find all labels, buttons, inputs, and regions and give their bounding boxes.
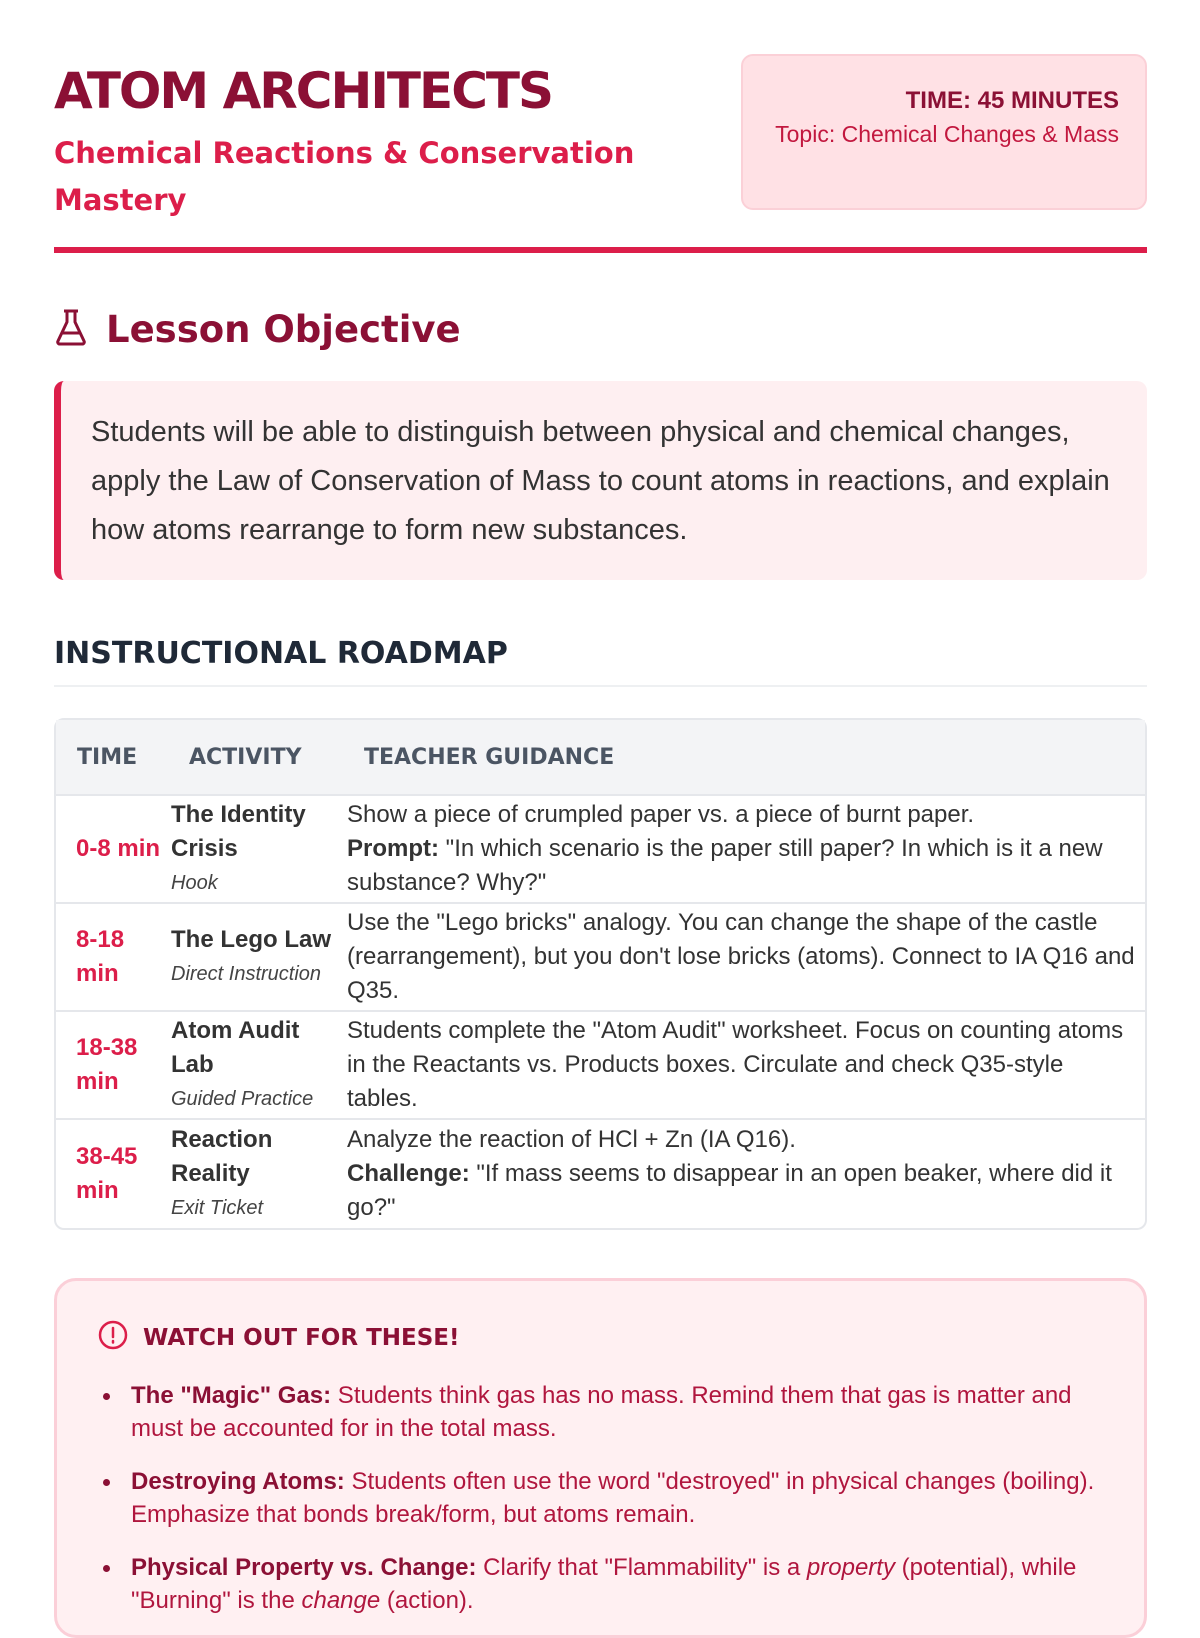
alert-circle-icon: [97, 1319, 129, 1357]
objective-text: Students will be able to distinguish between physical and chemical changes, apply the Law of Conservation of Mass to count atoms in reactions, and explain how atoms rearrange to form new substances.: [54, 381, 1147, 580]
activity-type: Guided Practice: [171, 1088, 314, 1110]
misconceptions-box: [54, 1278, 1147, 1638]
list-item: [97, 1465, 1104, 1531]
row-time: 8-18 min: [76, 926, 125, 987]
flask-icon: [54, 308, 88, 351]
list-item: [97, 1551, 1104, 1617]
guidance-label: Prompt:: [347, 835, 439, 862]
table-row: [56, 904, 1145, 1012]
item-emphasis: change: [301, 1587, 381, 1614]
item-text: (action).: [380, 1587, 474, 1614]
item-label: Destroying Atoms:: [131, 1468, 345, 1495]
item-text: Students think gas has no mass. Remind them that gas is matter and must be accounted for in the total mass.: [131, 1382, 1072, 1442]
table-row: [56, 1120, 1145, 1228]
item-text: Students often use the word "destroyed" in physical changes (boiling). Emphasize that bonds break/form, but atoms remain.: [131, 1468, 1095, 1528]
guidance-text: Show a piece of crumpled paper vs. a piece of burnt paper.: [347, 801, 975, 828]
item-emphasis: property: [806, 1554, 895, 1581]
guidance-label: Challenge:: [347, 1160, 470, 1187]
roadmap-heading: INSTRUCTIONAL ROADMAP: [54, 636, 1147, 687]
row-guidance: Use the "Lego bricks" analogy. You can change the shape of the castle (rearrangement), but you don't lose bricks (atoms). Connect to IA Q16 and Q35.: [347, 909, 1135, 1004]
table-row: [56, 796, 1145, 904]
activity-type: Hook: [171, 872, 218, 894]
guidance-text: Analyze the reaction of HCl + Zn (IA Q16).: [347, 1126, 796, 1153]
column-header-activity: ACTIVITY: [189, 744, 302, 770]
item-label: The "Magic" Gas:: [131, 1382, 332, 1409]
guidance-challenge: "If mass seems to disappear in an open beaker, where did it go?": [347, 1160, 1112, 1221]
activity-type: Direct Instruction: [171, 963, 322, 985]
activity-type: Exit Ticket: [171, 1197, 264, 1219]
misconceptions-title: WATCH OUT FOR THESE!: [143, 1325, 460, 1351]
objective-title: Lesson Objective: [106, 308, 461, 351]
item-label: Physical Property vs. Change:: [131, 1554, 477, 1581]
objective-heading: [54, 308, 461, 351]
column-header-time: TIME: [77, 744, 138, 770]
item-text: Clarify that "Flammability" is a: [476, 1554, 807, 1581]
activity-name: Atom Audit Lab: [171, 1017, 300, 1078]
misconceptions-heading: [97, 1319, 1104, 1357]
list-item: [97, 1379, 1104, 1445]
lesson-header: [54, 54, 1147, 254]
row-guidance: Students complete the "Atom Audit" worksheet. Focus on counting atoms in the Reactants vs. Products boxes. Circulate and check Q35-style tables.: [347, 1017, 1124, 1112]
page-title: ATOM ARCHITECTS: [54, 62, 553, 120]
row-time: 18-38 min: [76, 1034, 138, 1095]
column-header-guidance: TEACHER GUIDANCE: [364, 744, 615, 770]
header-divider: [54, 247, 1147, 253]
row-guidance: [347, 798, 1145, 900]
guidance-prompt: "In which scenario is the paper still paper? In which is it a new substance? Why?": [347, 835, 1103, 896]
roadmap-table: [54, 718, 1147, 1230]
row-time: 0-8 min: [76, 835, 161, 862]
item-text: (potential), while "Burning" is the: [131, 1554, 1077, 1614]
table-row: [56, 1012, 1145, 1120]
page-subtitle: Chemical Reactions & Conservation Mastery: [54, 136, 635, 217]
row-guidance: [347, 1123, 1145, 1225]
lesson-meta-box: [741, 54, 1147, 210]
table-header: [56, 720, 1145, 796]
activity-name: Reaction Reality: [171, 1126, 273, 1187]
lesson-topic: Topic: Chemical Changes & Mass: [775, 121, 1119, 147]
lesson-duration: TIME: 45 MINUTES: [905, 87, 1119, 114]
activity-name: The Lego Law: [171, 926, 332, 953]
row-time: 38-45 min: [76, 1143, 138, 1204]
misconceptions-list: [97, 1379, 1104, 1617]
activity-name: The Identity Crisis: [171, 801, 306, 862]
